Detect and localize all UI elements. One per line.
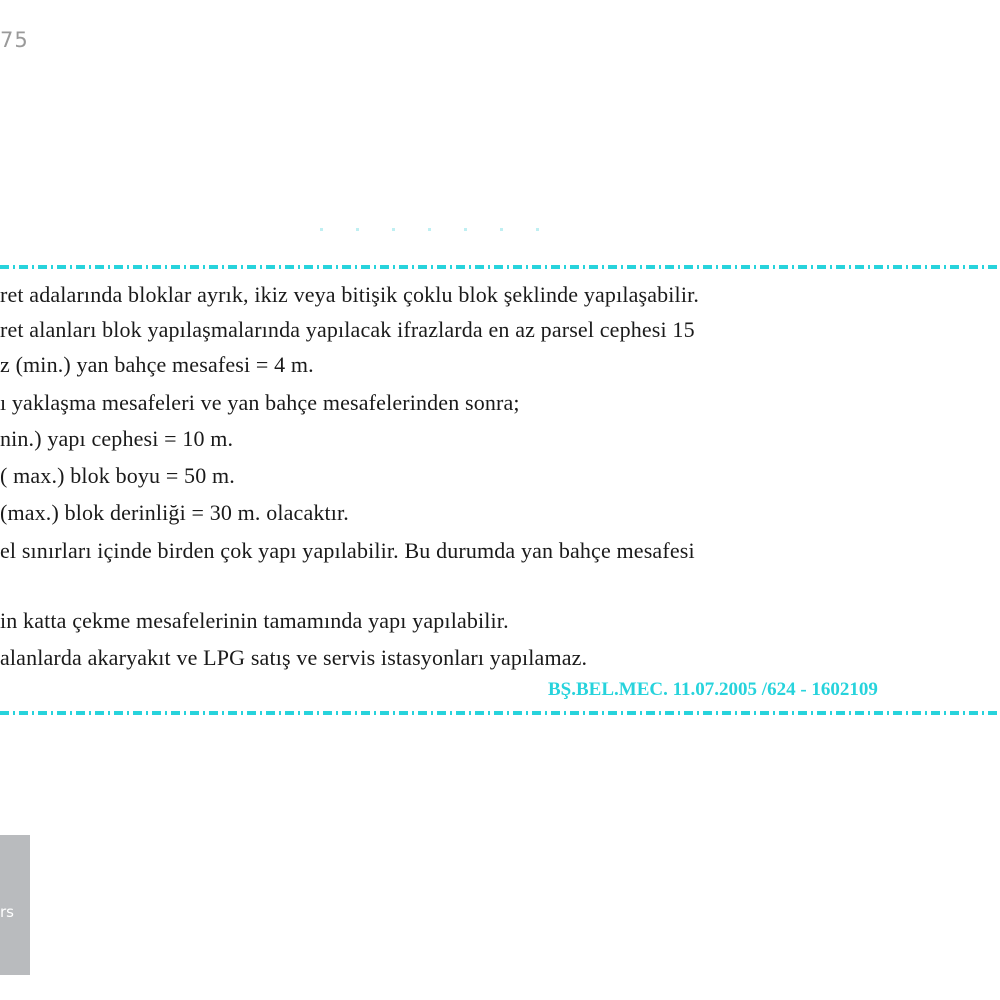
document-line: z (min.) yan bahçe mesafesi = 4 m. — [0, 352, 314, 377]
bottom-dash-dot-divider — [0, 711, 1000, 715]
document-line: ret alanları blok yapılaşmalarında yapılacak ifrazlarda en az parsel cephesi 15 — [0, 317, 695, 342]
side-panel-tab-label: rs — [0, 903, 14, 921]
top-dash-dot-divider — [0, 265, 1000, 269]
document-line: ı yaklaşma mesafeleri ve yan bahçe mesafelerinden sonra; — [0, 390, 520, 415]
regulation-reference: BŞ.BEL.MEC. 11.07.2005 /624 - 1602109 — [548, 679, 878, 700]
document-line: (max.) blok derinliği = 30 m. olacaktır. — [0, 500, 349, 525]
document-line: el sınırları içinde birden çok yapı yapılabilir. Bu durumda yan bahçe mesafesi — [0, 538, 695, 563]
document-line: in katta çekme mesafelerinin tamamında yapı yapılabilir. — [0, 608, 509, 633]
page-number: 75 — [0, 28, 29, 52]
document-line: alanlarda akaryakıt ve LPG satış ve servis istasyonları yapılamaz. — [0, 645, 588, 670]
faint-dots-decoration — [320, 228, 540, 231]
document-line: ( max.) blok boyu = 50 m. — [0, 463, 235, 488]
document-line: nin.) yapı cephesi = 10 m. — [0, 426, 234, 451]
document-line: ret adalarında bloklar ayrık, ikiz veya bitişik çoklu blok şeklinde yapılaşabilir. — [0, 282, 699, 307]
